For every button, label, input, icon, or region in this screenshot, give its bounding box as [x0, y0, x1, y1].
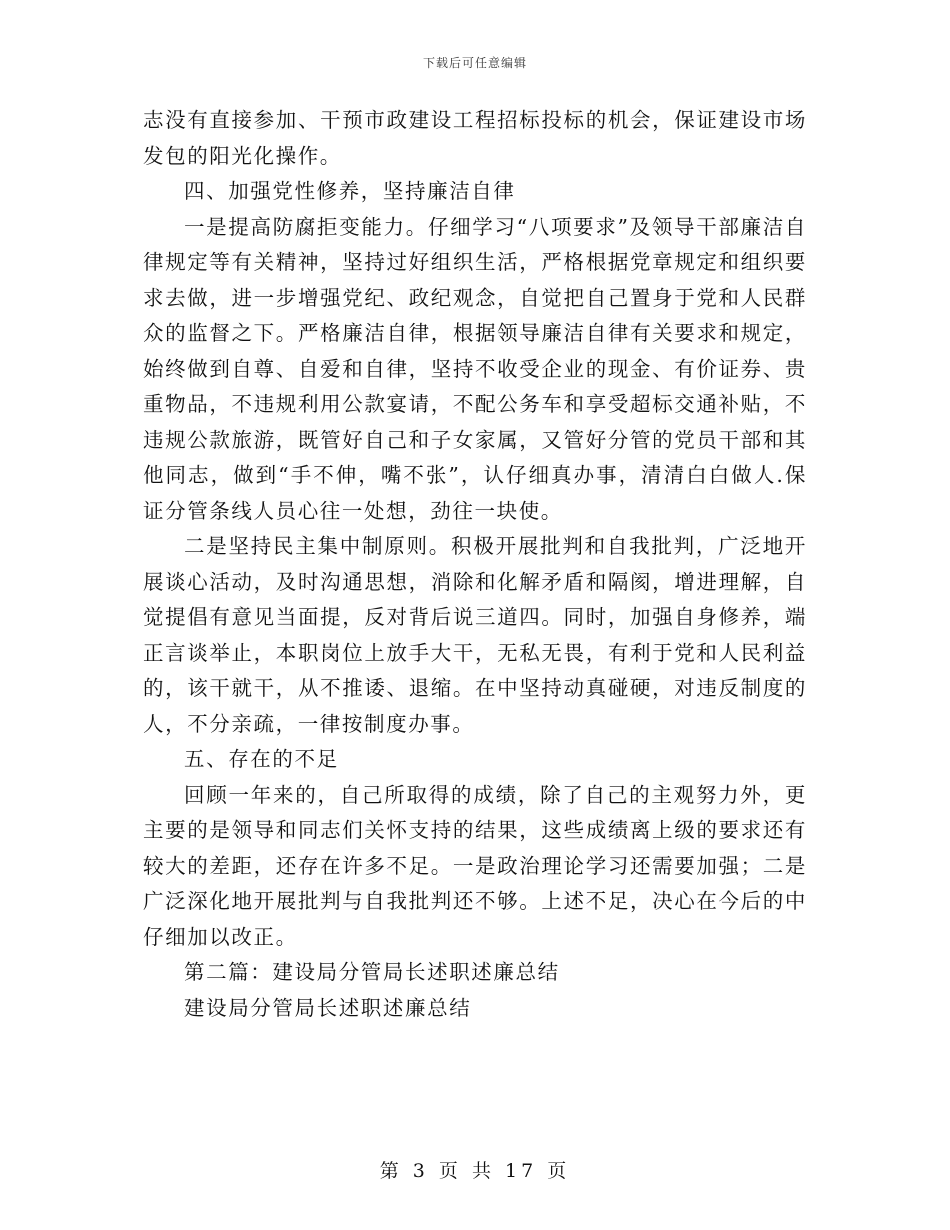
paragraph-2: 一是提高防腐拒变能力。仔细学习“八项要求”及领导干部廉洁自律规定等有关精神，坚持过好组织生活，严格根据党章规定和组织要求去做，进一步增强党纪、政纪观念，自觉把自己置身于党和人民群众的监督之下。严格廉洁自律，根据领导廉洁自律有关要求和规定，始终做到自尊、自爱和自律，坚持不收受企业的现金、有价证券、贵重物品，不违规利用公款宴请，不配公务车和享受超标交通补贴，不违规公款旅游，既管好自己和子女家属，又管好分管的党员干部和其他同志，做到“手不伸，嘴不张”，认仔细真办事，清清白白做人.保证分管条线人员心往一处想，劲往一块使。	[143, 214, 807, 523]
section-heading-5: 五、存在的不足	[184, 747, 339, 771]
chapter-title: 建设局分管局长述职述廉总结	[184, 995, 472, 1020]
section-heading-4: 四、加强党性修养，坚持廉洁自律	[184, 179, 516, 203]
document-body	[143, 103, 807, 1026]
paragraph-4: 回顾一年来的，自己所取得的成绩，除了自己的主观努力外，更主要的是领导和同志们关怀支持的结果，这些成绩离上级的要求还有较大的差距，还存在许多不足。一是政治理论学习还需要加强；二是广泛深化地开展批判与自我批判还不够。上述不足，决心在今后的中仔细加以改正。	[143, 782, 807, 949]
paragraph-1: 志没有直接参加、干预市政建设工程招标投标的机会，保证建设市场发包的阳光化操作。	[143, 108, 807, 168]
chapter-heading: 第二篇：建设局分管局长述职述廉总结	[184, 960, 560, 984]
paragraph-3: 二是坚持民主集中制原则。积极开展批判和自我批判，广泛地开展谈心活动，及时沟通思想，消除和化解矛盾和隔阂，增进理解，自觉提倡有意见当面提，反对背后说三道四。同时，加强自身修养，端正言谈举止，本职岗位上放手大干，无私无畏，有利于党和人民利益的，该干就干，从不推诿、退缩。在中坚持动真碰硬，对违反制度的人，不分亲疏，一律按制度办事。	[143, 534, 807, 736]
page-number: 第 3 页 共 17 页	[379, 1160, 571, 1182]
page-header: 下载后可任意编辑	[422, 56, 527, 70]
